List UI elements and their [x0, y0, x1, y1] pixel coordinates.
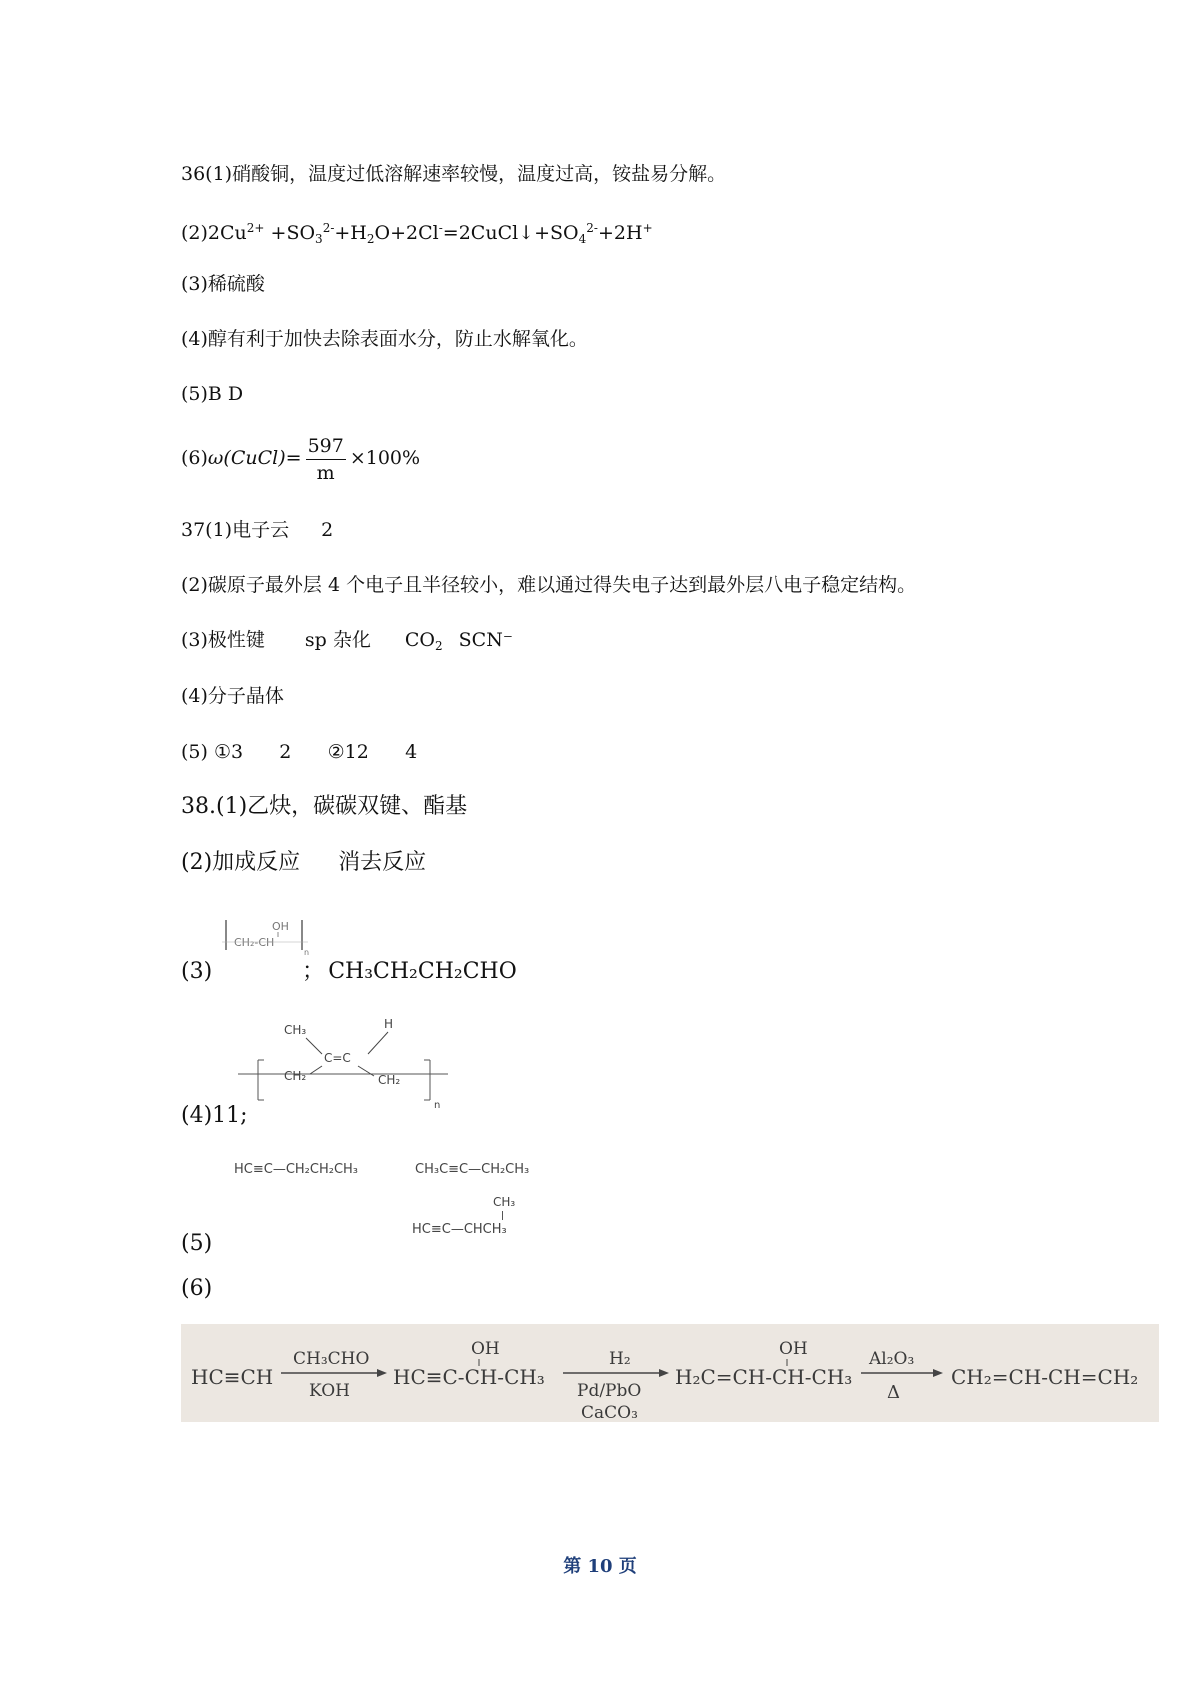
polymer-structure-4 [238, 1018, 448, 1118]
methyl-branch: CH₃ [493, 1195, 516, 1209]
svg-text:H: H [384, 1018, 394, 1031]
product-butadiene: CH₂=CH-CH=CH₂ [951, 1365, 1139, 1389]
svg-text:CaCO₃: CaCO₃ [581, 1403, 638, 1422]
chain-label: CH₂-CH [234, 936, 275, 949]
svg-text:H₂: H₂ [609, 1349, 631, 1369]
q36-line-1: 36(1)硝酸铜，温度过低溶解速率较慢，温度过高，铵盐易分解。 [181, 163, 727, 185]
svg-text:CH₃CHO: CH₃CHO [293, 1349, 370, 1369]
svg-text:Δ: Δ [887, 1382, 900, 1403]
fraction: $\frac{597}{m}$ [307, 434, 344, 484]
q38-line-5: (5) [181, 1231, 213, 1256]
reactant-acetylene: HC≡CH [191, 1365, 274, 1389]
q38-line-4: (4)11; [181, 1103, 248, 1128]
svg-text:Pd/PbO: Pd/PbO [577, 1381, 642, 1401]
svg-text:n: n [434, 1100, 441, 1111]
page-number: 第 10 页 [563, 1556, 637, 1577]
svg-text:KOH: KOH [309, 1381, 351, 1401]
q37-line-4: (4)分子晶体 [181, 685, 284, 707]
q36-line-2-equation: $(2)2Cu^{2+}$ $+SO_3^{2-}+H_2O+2Cl^-=2CuCl↓+SO_4^{2-}+2H^+$ [181, 221, 653, 246]
q38-line-6: (6) [181, 1276, 213, 1301]
alkyne-isomer-2: CH₃C≡C—CH₂CH₃ [415, 1162, 530, 1177]
branch-bond [502, 1211, 503, 1220]
svg-text:CH₃: CH₃ [284, 1023, 307, 1037]
q38-line-3: (3) ； CH₃CH₂CH₂CHO [181, 959, 517, 984]
svg-text:CH₂: CH₂ [284, 1069, 307, 1083]
synthesis-scheme [181, 1324, 1159, 1422]
q36-line-5: (5)B D [181, 383, 244, 405]
svg-text:n: n [304, 948, 310, 957]
q37-line-5: (5) ①3 2 ②12 4 [181, 741, 418, 763]
q36-line-6-formula: (6)ω(CuCl)= $\frac{597}{m}$ ×100% [181, 434, 421, 484]
svg-text:C=C: C=C [324, 1051, 351, 1065]
svg-text:Al₂O₃: Al₂O₃ [869, 1349, 915, 1369]
q37-line-2: (2)碳原子最外层 4 个电子且半径较小，难以通过得失电子达到最外层八电子稳定结构。 [181, 574, 917, 596]
polymer-structure-3 [222, 910, 312, 962]
svg-text:CH₂: CH₂ [378, 1073, 401, 1087]
product-butenol: H₂C=CH-CH-CH₃ [675, 1365, 853, 1389]
alkyne-isomer-1: HC≡C—CH₂CH₂CH₃ [234, 1162, 359, 1177]
product-butynol: HC≡C-CH-CH₃ [393, 1365, 545, 1389]
q36-line-4: (4)醇有利于加快去除表面水分，防止水解氧化。 [181, 328, 588, 350]
q37-line-3: (3)极性键 sp 杂化 $CO_2$ SCN⁻ [181, 629, 513, 653]
q36-line-3: (3)稀硫酸 [181, 273, 265, 295]
alkyne-isomer-3: HC≡C—CHCH₃ [412, 1222, 507, 1237]
q37-line-1: 37(1)电子云 2 [181, 519, 334, 541]
q38-line-2: (2)加成反应 消去反应 [181, 850, 427, 875]
oh-label: OH [272, 920, 289, 933]
svg-text:OH: OH [471, 1339, 500, 1359]
svg-text:OH: OH [779, 1339, 808, 1359]
q38-line-1: 38.(1)乙炔，碳碳双键、酯基 [181, 794, 468, 819]
